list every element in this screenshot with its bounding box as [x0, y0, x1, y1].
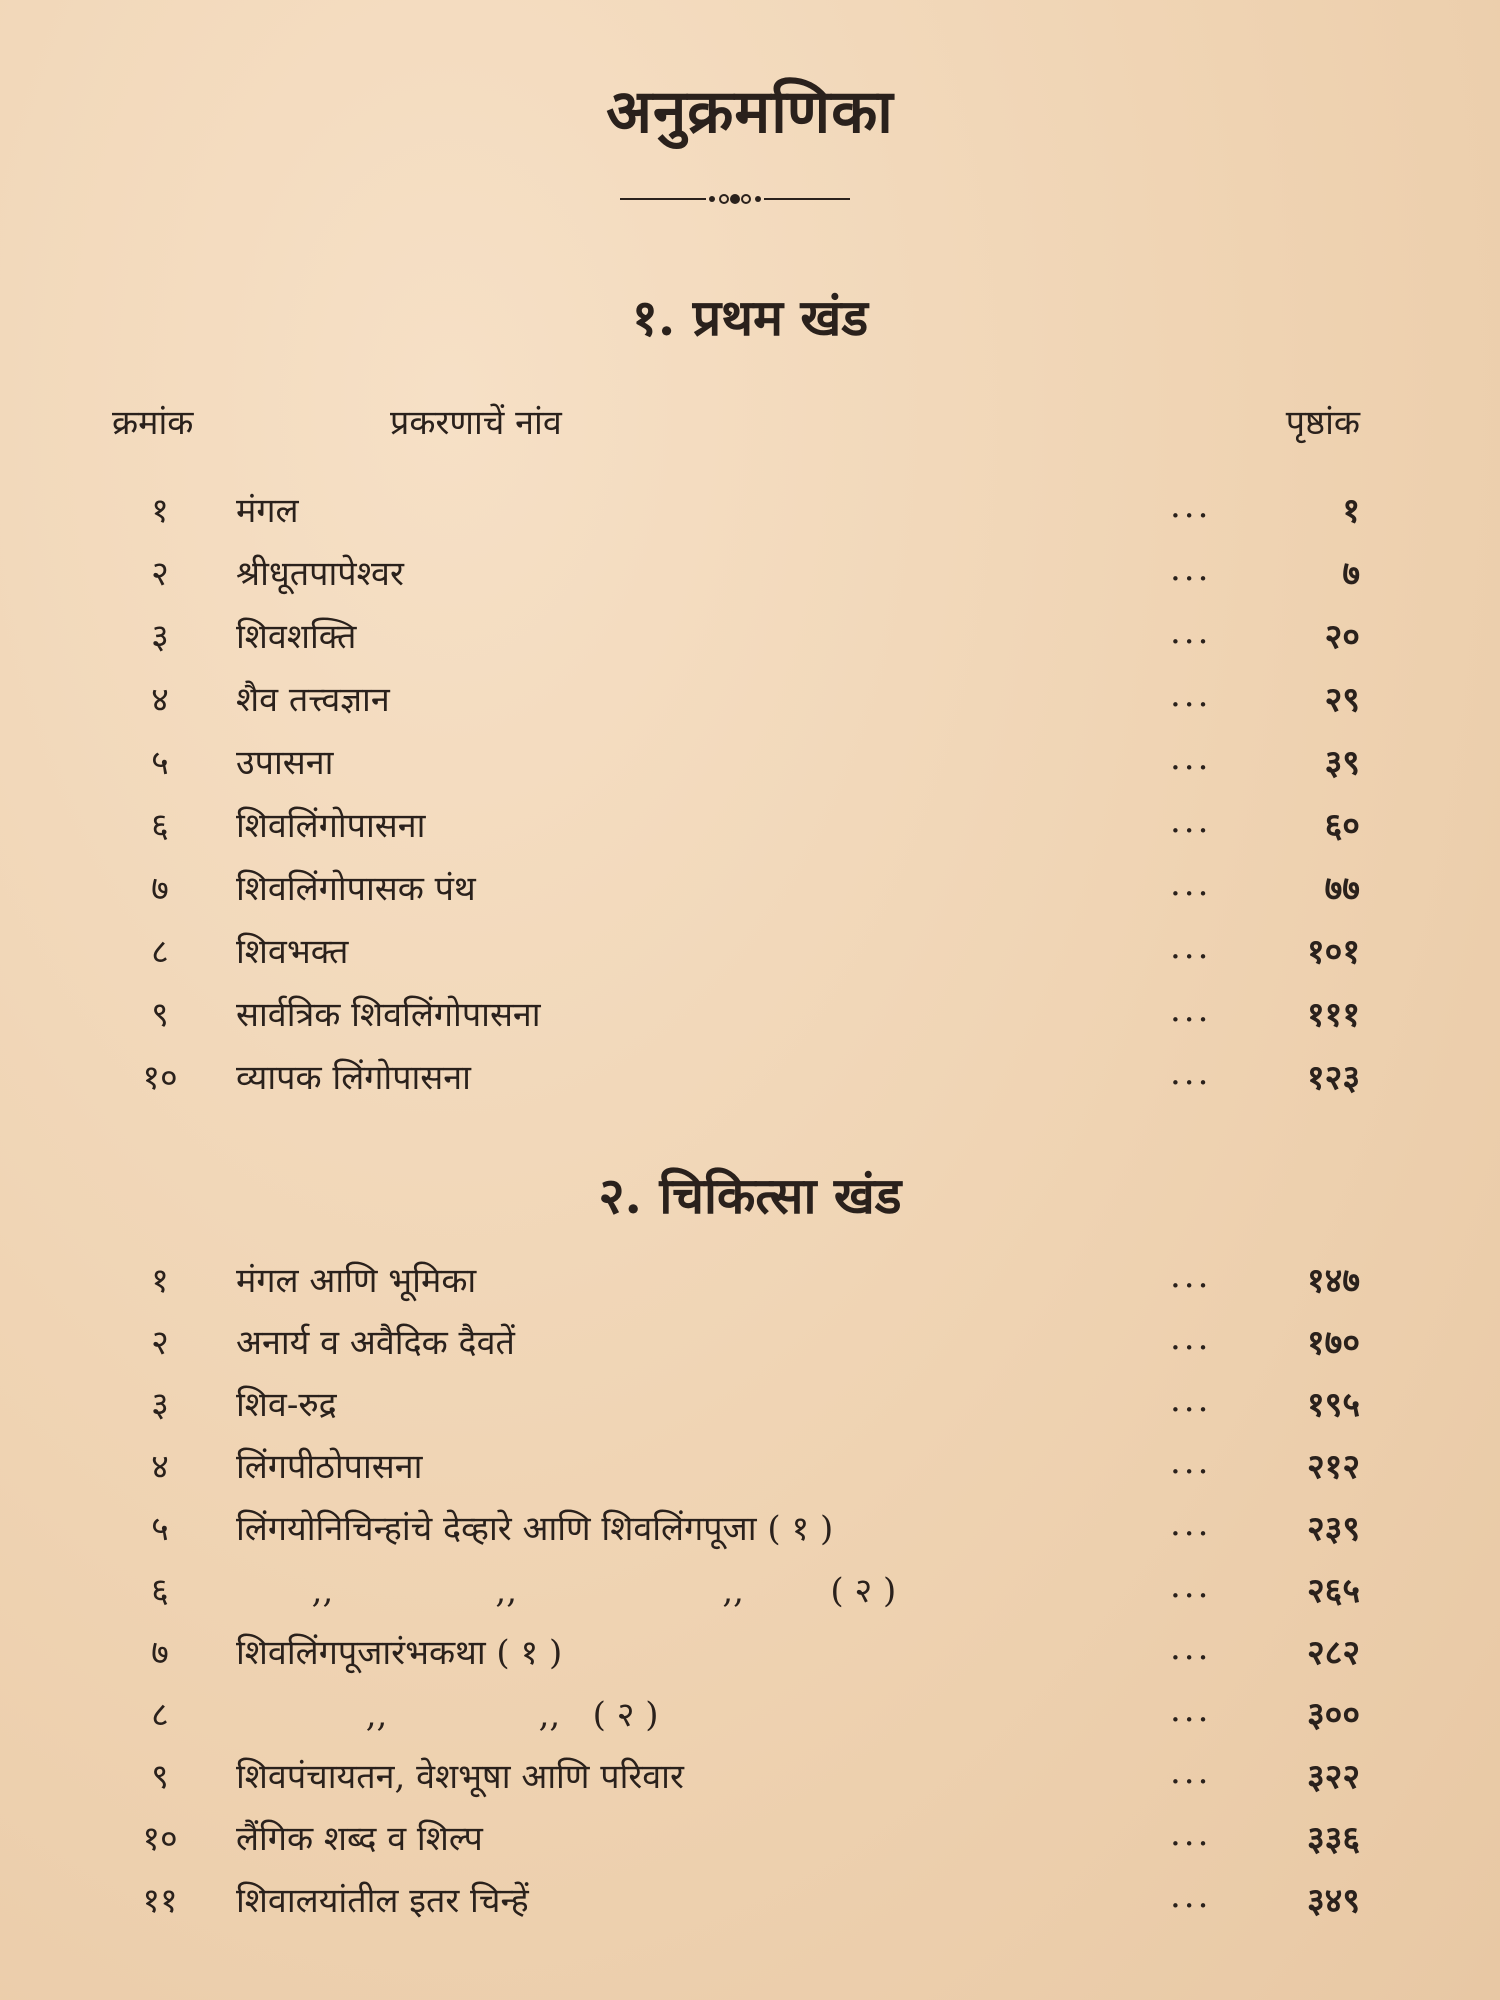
- entry-title: ,, ,, ,, ( २ ): [236, 1571, 897, 1611]
- entry-page-number: २८२: [1306, 1633, 1360, 1673]
- entry-number: ५: [151, 743, 169, 783]
- entry-page-number: १११: [1306, 995, 1360, 1035]
- entry-leader-dots: ...: [1170, 1628, 1212, 1668]
- entry-title: अनार्य व अवैदिक दैवतें: [236, 1323, 515, 1363]
- section-2-heading: २. चिकित्सा खंड: [598, 1166, 902, 1225]
- column-header-number: क्रमांक: [112, 403, 194, 443]
- entry-title: शिवलिंगोपासना: [236, 806, 426, 846]
- toc-entry: [0, 864, 1500, 924]
- column-header-page: पृष्ठांक: [1285, 403, 1360, 443]
- entry-leader-dots: ...: [1170, 864, 1212, 904]
- entry-leader-dots: ...: [1170, 1442, 1212, 1482]
- entry-title: शिवालयांतील इतर चिन्हें: [236, 1881, 529, 1921]
- entry-leader-dots: ...: [1170, 549, 1212, 589]
- entry-page-number: ३००: [1306, 1695, 1360, 1735]
- toc-entry: [0, 612, 1500, 672]
- entry-title: मंगल: [236, 491, 299, 531]
- toc-entry: [0, 1690, 1500, 1750]
- entry-page-number: २०: [1324, 617, 1360, 657]
- entry-page-number: २६५: [1306, 1571, 1360, 1611]
- entry-leader-dots: ...: [1170, 675, 1212, 715]
- entry-page-number: २३९: [1306, 1509, 1360, 1549]
- entry-page-number: १४७: [1306, 1261, 1360, 1301]
- entry-page-number: ६०: [1324, 806, 1360, 846]
- entry-title: ,, ,, ( २ ): [236, 1695, 659, 1735]
- entry-number: ८: [151, 932, 169, 972]
- entry-number: ३: [151, 617, 169, 657]
- entry-title: शिवलिंगपूजारंभकथा ( १ ): [236, 1633, 563, 1673]
- entry-leader-dots: ...: [1170, 1053, 1212, 1093]
- toc-entry: [0, 927, 1500, 987]
- entry-number: १: [151, 491, 169, 531]
- entry-number: ११: [142, 1881, 178, 1921]
- entry-leader-dots: ...: [1170, 1504, 1212, 1544]
- entry-number: ८: [151, 1695, 169, 1735]
- entry-title: शैव तत्त्वज्ञान: [236, 680, 390, 720]
- entry-page-number: १०१: [1306, 932, 1360, 972]
- entry-number: ७: [151, 869, 169, 909]
- entry-page-number: २१२: [1306, 1447, 1360, 1487]
- entry-leader-dots: ...: [1170, 738, 1212, 778]
- entry-page-number: ३२२: [1306, 1757, 1360, 1797]
- entry-leader-dots: ...: [1170, 1566, 1212, 1606]
- entry-number: ९: [151, 1757, 169, 1797]
- entry-title: शिवलिंगोपासक पंथ: [236, 869, 476, 909]
- toc-entry: [0, 1504, 1500, 1564]
- toc-entry: [0, 1318, 1500, 1378]
- toc-entry: [0, 1814, 1500, 1874]
- entry-page-number: ३९: [1324, 743, 1360, 783]
- entry-number: ४: [151, 1447, 169, 1487]
- entry-number: ६: [151, 1571, 169, 1611]
- entry-leader-dots: ...: [1170, 1752, 1212, 1792]
- entry-leader-dots: ...: [1170, 801, 1212, 841]
- entry-title: श्रीधूतपापेश्वर: [236, 554, 404, 594]
- entry-leader-dots: ...: [1170, 1256, 1212, 1296]
- entry-page-number: ३४९: [1306, 1881, 1360, 1921]
- toc-entry: [0, 1380, 1500, 1440]
- entry-title: सार्वत्रिक शिवलिंगोपासना: [236, 995, 541, 1035]
- toc-entry: [0, 1053, 1500, 1113]
- entry-title: उपासना: [236, 743, 334, 783]
- toc-entry: [0, 675, 1500, 735]
- toc-entry: [0, 990, 1500, 1050]
- entry-leader-dots: ...: [1170, 1876, 1212, 1916]
- toc-entry: [0, 486, 1500, 546]
- entry-title: व्यापक लिंगोपासना: [236, 1058, 471, 1098]
- entry-number: १०: [142, 1058, 178, 1098]
- entry-page-number: १७०: [1306, 1323, 1360, 1363]
- toc-entry: [0, 1256, 1500, 1316]
- toc-entry: [0, 549, 1500, 609]
- entry-title: लिंगयोनिचिन्हांचे देव्हारे आणि शिवलिंगपूजा ( १ ): [236, 1509, 834, 1549]
- entry-leader-dots: ...: [1170, 990, 1212, 1030]
- toc-entry: [0, 1752, 1500, 1812]
- page-title: अनुक्रमणिका: [606, 77, 894, 147]
- entry-title: शिवपंचायतन, वेशभूषा आणि परिवार: [236, 1757, 684, 1797]
- entry-leader-dots: ...: [1170, 1380, 1212, 1420]
- entry-number: १०: [142, 1819, 178, 1859]
- entry-number: ७: [151, 1633, 169, 1673]
- entry-page-number: २९: [1324, 680, 1360, 720]
- entry-leader-dots: ...: [1170, 612, 1212, 652]
- entry-leader-dots: ...: [1170, 1690, 1212, 1730]
- entry-page-number: १९५: [1306, 1385, 1360, 1425]
- entry-page-number: १२३: [1306, 1058, 1360, 1098]
- entry-title: लैंगिक शब्द व शिल्प: [236, 1819, 483, 1859]
- entry-number: २: [151, 1323, 169, 1363]
- toc-entry: [0, 1876, 1500, 1936]
- entry-title: शिवभक्त: [236, 932, 349, 972]
- entry-number: ४: [151, 680, 169, 720]
- entry-page-number: ७७: [1324, 869, 1360, 909]
- column-header-name: प्रकरणाचें नांव: [390, 403, 562, 443]
- entry-leader-dots: ...: [1170, 486, 1212, 526]
- toc-entry: [0, 1442, 1500, 1502]
- entry-title: शिव-रुद्र: [236, 1385, 337, 1425]
- entry-title: मंगल आणि भूमिका: [236, 1261, 477, 1301]
- entry-number: ९: [151, 995, 169, 1035]
- toc-entry: [0, 801, 1500, 861]
- entry-leader-dots: ...: [1170, 1814, 1212, 1854]
- entry-page-number: ३३६: [1306, 1819, 1360, 1859]
- entry-leader-dots: ...: [1170, 927, 1212, 967]
- entry-leader-dots: ...: [1170, 1318, 1212, 1358]
- entry-title: लिंगपीठोपासना: [236, 1447, 423, 1487]
- entry-number: ३: [151, 1385, 169, 1425]
- toc-entry: [0, 738, 1500, 798]
- entry-page-number: ७: [1342, 554, 1360, 594]
- section-1-heading: १. प्रथम खंड: [631, 288, 869, 347]
- entry-title: शिवशक्ति: [236, 617, 357, 657]
- toc-entry: [0, 1628, 1500, 1688]
- ornament-divider-icon: [620, 192, 850, 206]
- entry-page-number: १: [1342, 491, 1360, 531]
- entry-number: १: [151, 1261, 169, 1301]
- entry-number: ६: [151, 806, 169, 846]
- entry-number: २: [151, 554, 169, 594]
- entry-number: ५: [151, 1509, 169, 1549]
- toc-entry: [0, 1566, 1500, 1626]
